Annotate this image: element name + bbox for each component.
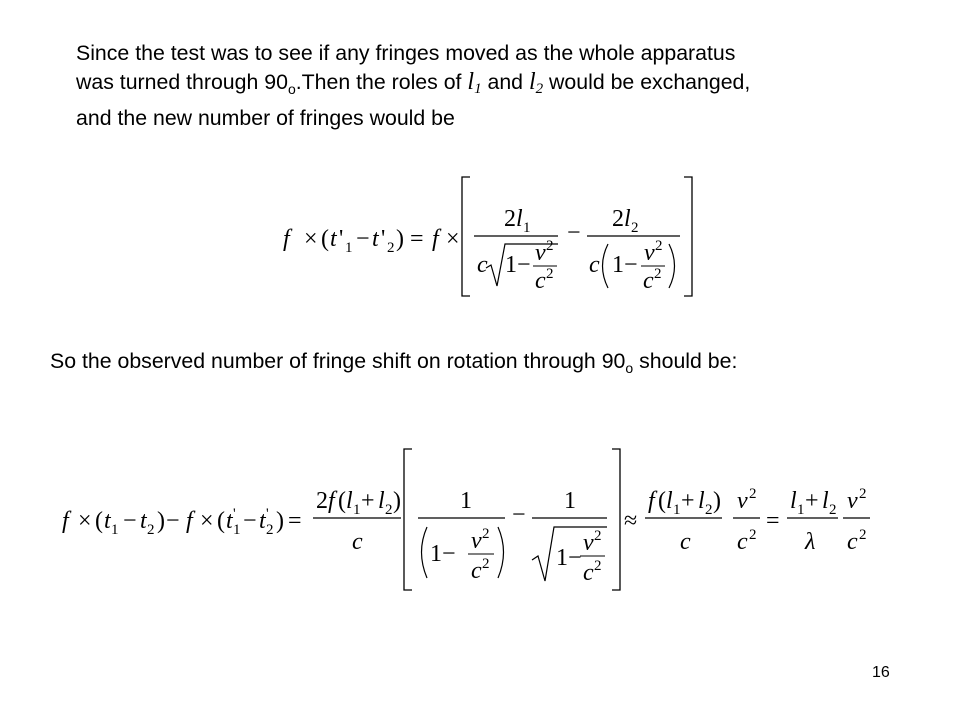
svg-text:v: v xyxy=(737,488,748,514)
svg-text:1: 1 xyxy=(430,541,442,567)
svg-text:1: 1 xyxy=(612,252,624,278)
svg-text:2: 2 xyxy=(546,238,554,254)
svg-text:−: − xyxy=(123,508,137,534)
svg-text:l: l xyxy=(346,488,353,514)
svg-text:2: 2 xyxy=(859,527,867,543)
svg-text:2: 2 xyxy=(594,528,602,544)
svg-text:(: ( xyxy=(95,508,103,534)
svg-text:f: f xyxy=(283,226,290,252)
svg-text:l: l xyxy=(378,488,385,514)
svg-text:t: t xyxy=(140,508,147,534)
svg-text:1: 1 xyxy=(673,502,681,518)
svg-text:t: t xyxy=(372,226,379,252)
svg-text:(: ( xyxy=(338,488,346,514)
svg-text:−: − xyxy=(512,502,526,528)
svg-text:2: 2 xyxy=(385,502,393,518)
svg-text:1: 1 xyxy=(345,240,353,256)
svg-text:': ' xyxy=(266,506,269,522)
svg-text:2: 2 xyxy=(147,522,155,538)
svg-text:λ: λ xyxy=(805,529,816,555)
svg-text:2: 2 xyxy=(546,266,554,282)
svg-text:): ) xyxy=(276,508,284,534)
svg-text:t: t xyxy=(259,508,266,534)
svg-text:2: 2 xyxy=(749,486,757,502)
svg-text:l: l xyxy=(698,488,705,514)
svg-text:1: 1 xyxy=(556,545,568,571)
svg-text:≈: ≈ xyxy=(624,508,638,534)
svg-text:l: l xyxy=(666,488,673,514)
svg-text:+: + xyxy=(681,488,695,514)
svg-text:f: f xyxy=(328,488,335,514)
svg-text:c: c xyxy=(477,252,488,278)
intro-paragraph: Since the test was to see if any fringes moved as the whole apparatus was turned through $90_o.Then$ the roles of $l_1$ and $l_2$ would be exchanged, and the new number of fringes would be xyxy=(76,41,751,130)
svg-text:c: c xyxy=(847,529,858,555)
svg-text:l: l xyxy=(624,206,631,232)
svg-text:): ) xyxy=(393,488,401,514)
svg-text:c: c xyxy=(643,268,654,294)
svg-text:−: − xyxy=(356,226,370,252)
svg-text:=: = xyxy=(410,226,424,252)
svg-text:1: 1 xyxy=(111,522,119,538)
svg-text:': ' xyxy=(233,506,236,522)
svg-text:': ' xyxy=(381,226,386,252)
svg-text:+: + xyxy=(805,488,819,514)
svg-text:2: 2 xyxy=(266,522,274,538)
svg-text:v: v xyxy=(583,530,594,556)
svg-text:v: v xyxy=(471,528,482,554)
svg-text:×: × xyxy=(200,508,214,534)
svg-text:v: v xyxy=(535,240,546,266)
svg-text:2: 2 xyxy=(504,206,516,232)
svg-text:2: 2 xyxy=(654,266,662,282)
svg-text:): ) xyxy=(157,508,165,534)
svg-text:2: 2 xyxy=(631,220,639,236)
svg-text:t: t xyxy=(330,226,337,252)
svg-text:1: 1 xyxy=(233,522,241,538)
page-number: 16 xyxy=(872,664,890,681)
svg-text:2: 2 xyxy=(705,502,713,518)
svg-text:l: l xyxy=(790,488,797,514)
svg-text:f: f xyxy=(648,488,655,514)
svg-text:−: − xyxy=(624,252,638,278)
svg-text:c: c xyxy=(589,252,600,278)
svg-text:1: 1 xyxy=(460,488,472,514)
svg-text:2: 2 xyxy=(594,558,602,574)
svg-text:2: 2 xyxy=(482,526,490,542)
svg-text:1: 1 xyxy=(797,502,805,518)
svg-text:=: = xyxy=(766,508,780,534)
svg-text:2: 2 xyxy=(387,240,395,256)
svg-text:c: c xyxy=(583,560,594,586)
svg-text:−: − xyxy=(166,508,180,534)
svg-text:': ' xyxy=(339,226,344,252)
svg-text:c: c xyxy=(535,268,546,294)
svg-text:2: 2 xyxy=(655,238,663,254)
svg-text:1: 1 xyxy=(523,220,531,236)
svg-text:v: v xyxy=(644,240,655,266)
svg-text:t: t xyxy=(104,508,111,534)
svg-text:c: c xyxy=(471,558,482,584)
svg-text:−: − xyxy=(568,545,582,571)
svg-text:1: 1 xyxy=(564,488,576,514)
svg-text:c: c xyxy=(352,529,363,555)
svg-text:−: − xyxy=(243,508,257,534)
svg-text:c: c xyxy=(680,529,691,555)
svg-text:1: 1 xyxy=(353,502,361,518)
svg-text:−: − xyxy=(442,541,456,567)
svg-text:−: − xyxy=(567,220,581,246)
svg-text:2: 2 xyxy=(316,488,328,514)
svg-text:): ) xyxy=(396,226,404,252)
svg-text:−: − xyxy=(517,252,531,278)
svg-text:c: c xyxy=(737,529,748,555)
svg-text:l: l xyxy=(516,206,523,232)
svg-text:): ) xyxy=(713,488,721,514)
svg-text:2: 2 xyxy=(749,527,757,543)
svg-text:×: × xyxy=(446,226,460,252)
svg-text:×: × xyxy=(78,508,92,534)
svg-text:×: × xyxy=(304,226,318,252)
svg-text:f: f xyxy=(432,226,439,252)
svg-text:1: 1 xyxy=(505,252,517,278)
svg-text:(: ( xyxy=(658,488,666,514)
fringe-shift-paragraph: So the observed number of fringe shift on rotation through $90_o$ should be: xyxy=(50,349,738,376)
svg-text:=: = xyxy=(288,508,302,534)
svg-text:+: + xyxy=(361,488,375,514)
svg-text:2: 2 xyxy=(829,502,837,518)
svg-text:2: 2 xyxy=(482,556,490,572)
svg-text:l: l xyxy=(822,488,829,514)
svg-text:2: 2 xyxy=(612,206,624,232)
svg-text:v: v xyxy=(847,488,858,514)
svg-text:(: ( xyxy=(321,226,329,252)
svg-text:f: f xyxy=(62,508,69,534)
svg-text:2: 2 xyxy=(859,486,867,502)
svg-text:t: t xyxy=(226,508,233,534)
svg-text:f: f xyxy=(186,508,193,534)
svg-text:(: ( xyxy=(217,508,225,534)
